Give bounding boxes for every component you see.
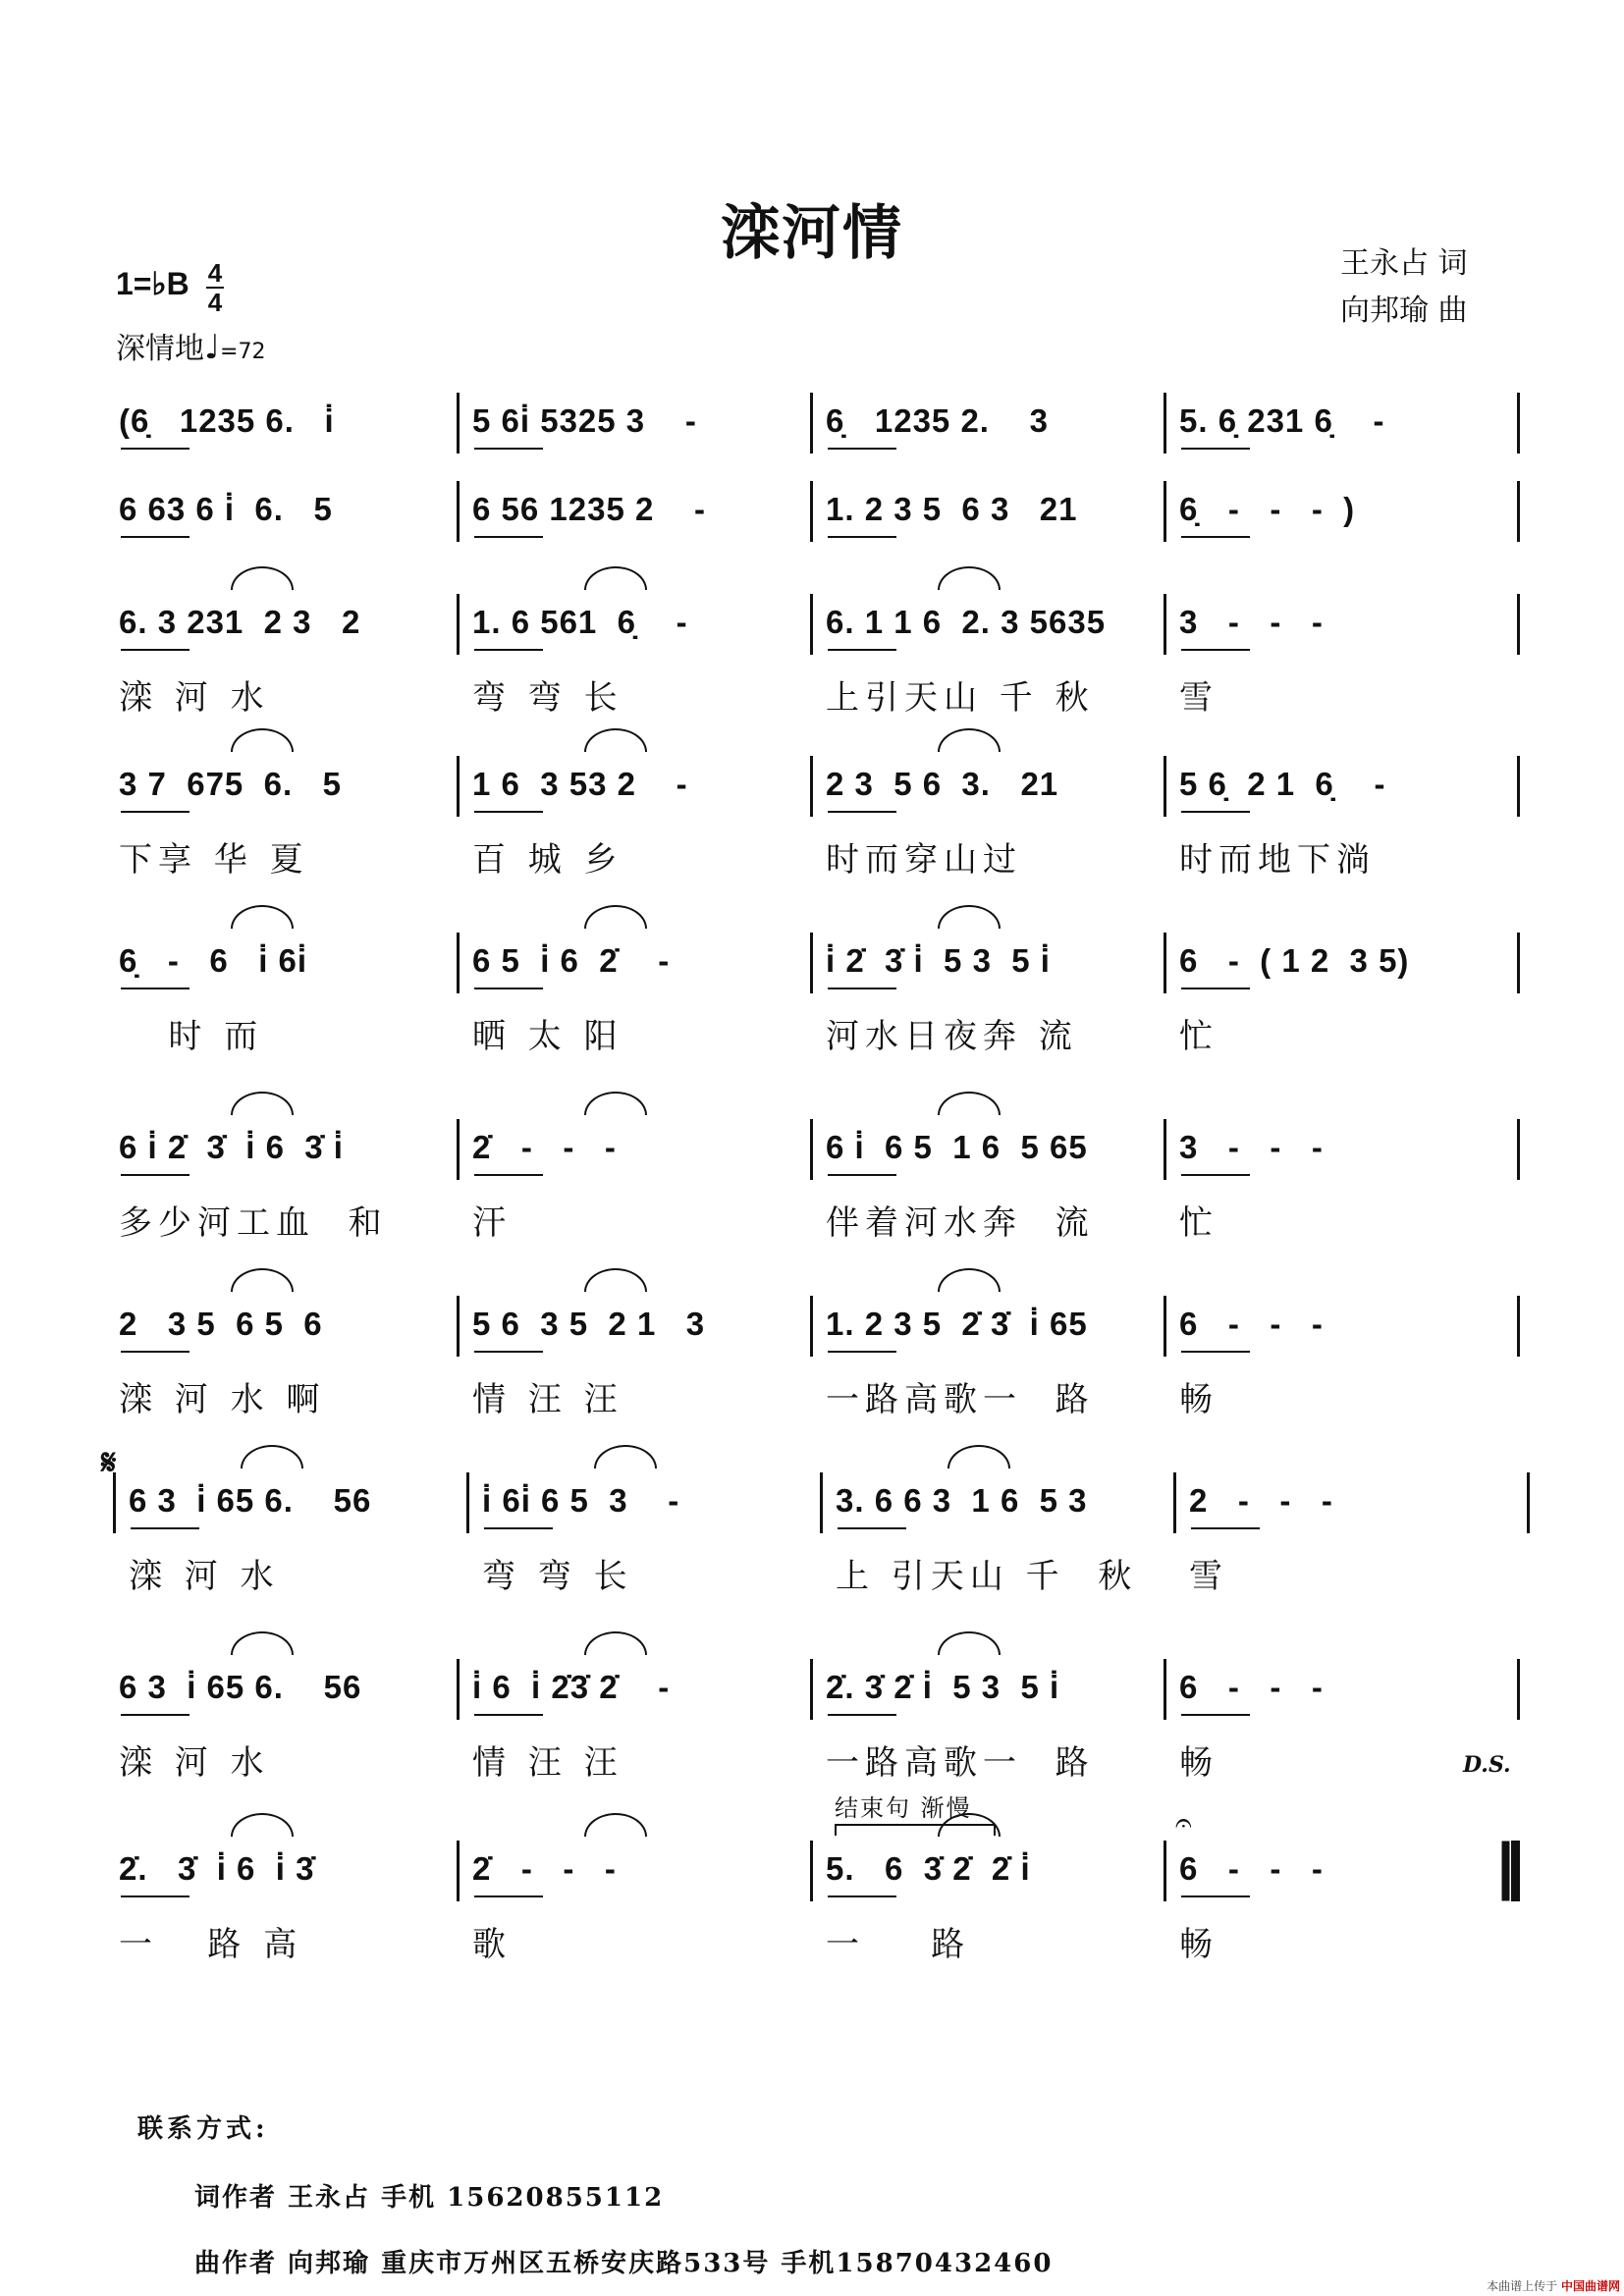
barline (1173, 1472, 1176, 1533)
measure (1183, 1472, 1527, 1541)
barline (1164, 481, 1166, 542)
notation-text: 6 63 6 i̇ 6. 5 (119, 491, 333, 527)
measure (466, 756, 810, 825)
slur-arc (594, 1445, 657, 1468)
beam-underline (121, 1174, 189, 1176)
slur-arc (584, 1631, 647, 1655)
notation-text: 6 i̇ 2̇ 3̇ i̇ 6 3̇ i̇ (119, 1129, 344, 1165)
slur-arc (231, 1813, 294, 1837)
slur-arc (584, 1092, 647, 1115)
barline (820, 1472, 823, 1533)
lyricist-credit: 王永占 词 (1340, 246, 1468, 281)
lyric-line: 情 汪 汪 (472, 1380, 623, 1419)
measure (1173, 756, 1517, 825)
lyric-line: 情 汪 汪 (472, 1743, 623, 1783)
lyric-line: 下享 华 夏 (119, 840, 309, 880)
beam-underline (828, 811, 896, 813)
notation-text: i̇ 6i̇ 6 5 3 - (482, 1482, 680, 1519)
contact-heading: 联系方式: (137, 2114, 269, 2144)
notation-text: 2̇. 3̇ 2̇ i̇ 5 3 5 i̇ (826, 1669, 1060, 1705)
measure (113, 481, 457, 550)
beam-underline (828, 649, 896, 651)
notation-text: 6̣ - 6 i̇ 6i̇ (119, 942, 308, 979)
lyric-line: 伴着河水奔 流 (826, 1203, 1095, 1243)
beam-underline (828, 1714, 896, 1716)
beam-underline (828, 1896, 896, 1897)
barline (457, 1119, 460, 1180)
notation-text: 5 6 3 5 2 1 3 (472, 1306, 706, 1342)
lyricist-contact: 词作者 王永占 手机 15620855112 (194, 2183, 665, 2213)
lyric-line: 一路高歌一 路 (826, 1743, 1095, 1783)
measure (466, 594, 810, 663)
beam-underline (828, 448, 896, 450)
lyric-line: 时 而 (119, 1017, 264, 1056)
lyric-line: 滦 河 水 (119, 1743, 270, 1783)
beam-underline (1181, 1174, 1250, 1176)
beam-underline (1181, 1896, 1250, 1897)
lyric-line: 雪 (1189, 1557, 1228, 1596)
lyric-line: 弯 弯 长 (472, 678, 623, 718)
measure (123, 1472, 466, 1541)
lyric-line: 歌 (472, 1925, 512, 1964)
notation-text: i̇ 2̇ 3̇ i̇ 5 3 5 i̇ (826, 942, 1051, 979)
beam-underline (121, 1896, 189, 1897)
measure (466, 1659, 810, 1728)
measure (113, 1841, 457, 1909)
slur-arc (241, 1445, 303, 1468)
notation-text: 6 3 i̇ 65 6. 56 (119, 1669, 362, 1705)
measure (466, 933, 810, 1001)
barline (457, 933, 460, 993)
beam-underline (474, 1896, 543, 1897)
notation-text: 5. 6̣ 231 6̣ - (1179, 402, 1385, 439)
barline (1164, 594, 1166, 655)
measure (820, 481, 1164, 550)
slur-arc (584, 728, 647, 752)
notation-text: 6 - - - (1179, 1306, 1324, 1342)
barline (1164, 756, 1166, 817)
notation-text: 6 5 i̇ 6 2̇ - (472, 942, 671, 979)
measure (466, 1841, 810, 1909)
barline (457, 481, 460, 542)
lyric-line: 多少河工血 和 (119, 1203, 388, 1243)
notation-text: 6̣ - - - ) (1179, 491, 1356, 527)
beam-underline (121, 1714, 189, 1716)
beam-underline (828, 988, 896, 989)
beam-underline (121, 811, 189, 813)
beam-underline (121, 649, 189, 651)
beam-underline (474, 1714, 543, 1716)
notation-text: 2̇ - - - (472, 1850, 617, 1887)
beam-underline (474, 1174, 543, 1176)
beam-underline (131, 1527, 199, 1529)
lyric-line: 忙 (1179, 1017, 1218, 1056)
barline (1527, 1472, 1530, 1533)
measure (1173, 594, 1517, 663)
lyric-line: 一 路 高 (119, 1925, 303, 1964)
credits (1340, 240, 1468, 335)
notation-text: 6 i̇ 6 5 1 6 5 65 (826, 1129, 1088, 1165)
slur-arc (231, 566, 294, 590)
lyric-line: 时而地下淌 (1179, 840, 1376, 880)
measure (113, 756, 457, 825)
notation-text: (6̣ 1235 6. i̇ (119, 402, 335, 439)
notation-text: 6 - - - (1179, 1669, 1324, 1705)
notation-text: 6. 1 1 6 2. 3 5635 (826, 604, 1107, 640)
ending-bracket (835, 1824, 996, 1836)
beam-underline (474, 536, 543, 538)
barline (1517, 1659, 1520, 1720)
barline (457, 1296, 460, 1357)
notation-text: i̇ 6 i̇ 2̇3̇ 2̇ - (472, 1669, 671, 1705)
notation-text: 2 - - - (1189, 1482, 1333, 1519)
lyric-line: 上 引天山 千 秋 (836, 1557, 1138, 1596)
beam-underline (838, 1527, 906, 1529)
measure (113, 1296, 457, 1364)
tempo-word: 深情地 (116, 332, 204, 366)
slur-arc (584, 1268, 647, 1292)
barline (810, 1296, 813, 1357)
slur-arc (938, 1631, 1001, 1655)
lyric-line: 百 城 乡 (472, 840, 623, 880)
notation-text: 3 - - - (1179, 1129, 1324, 1165)
barline (457, 393, 460, 454)
barline (810, 393, 813, 454)
measure (830, 1472, 1173, 1541)
lyric-line: 忙 (1179, 1203, 1218, 1243)
barline (457, 594, 460, 655)
fermata-icon: 𝄐 (1175, 1806, 1192, 1841)
notation-text: 2̇. 3̇ i̇ 6 i̇ 3̇ (119, 1850, 315, 1887)
lyric-line: 畅 (1179, 1743, 1218, 1783)
time-signature (206, 259, 224, 316)
beam-underline (121, 1351, 189, 1353)
beam-underline (828, 1174, 896, 1176)
barline (466, 1472, 469, 1533)
measure (1173, 1841, 1517, 1909)
slur-arc (938, 1268, 1001, 1292)
measure (113, 1119, 457, 1188)
slur-arc (231, 728, 294, 752)
lyric-line: 滦 河 水 (119, 678, 352, 718)
lyric-line: 畅 (1179, 1380, 1218, 1419)
barline (1164, 1841, 1166, 1901)
measure (820, 1296, 1164, 1364)
notation-text: 1. 2 3 5 6 3 21 (826, 491, 1078, 527)
barline (1164, 1659, 1166, 1720)
beam-underline (474, 649, 543, 651)
beam-underline (121, 536, 189, 538)
slur-arc (938, 728, 1001, 752)
lyric-line: 弯 弯 长 (482, 1557, 633, 1596)
slur-arc (231, 905, 294, 929)
footer-watermark (1487, 2277, 1620, 2294)
beam-underline (1181, 448, 1250, 450)
measure (820, 756, 1164, 825)
ending-marking: 结束句 渐慢 (835, 1794, 972, 1822)
notation-text: 2 3 5 6 3. 21 (826, 766, 1059, 802)
measure (1173, 1659, 1517, 1728)
barline (810, 1841, 813, 1901)
barline (810, 594, 813, 655)
measure (820, 1119, 1164, 1188)
measure (820, 933, 1164, 1001)
measure (1173, 933, 1517, 1001)
lyric-line: 河水日夜奔 流 (826, 1017, 1078, 1056)
beam-underline (1181, 988, 1250, 989)
lyric-line: 晒 太 阳 (472, 1017, 623, 1056)
measure (1173, 1296, 1517, 1364)
composer-credit: 向邦瑜 曲 (1340, 294, 1468, 328)
beam-underline (474, 811, 543, 813)
beam-underline (828, 1351, 896, 1353)
notation-text: 6 56 1235 2 - (472, 491, 706, 527)
notation-text: 3. 6 6 3 1 6 5 3 (836, 1482, 1088, 1519)
barline (1517, 756, 1520, 817)
barline (457, 1659, 460, 1720)
footer-brand: 中国曲谱网 (1560, 2279, 1620, 2293)
segno-sign: 𝄋 (101, 1443, 117, 1483)
notation-text: 6 3 i̇ 65 6. 56 (129, 1482, 372, 1519)
measure (820, 393, 1164, 461)
lyric-line: 滦 河 水 (129, 1557, 280, 1596)
notation-text: 1. 6 561 6̣ - (472, 604, 688, 640)
beam-underline (121, 448, 189, 450)
beam-underline (484, 1527, 553, 1529)
final-barline (1511, 1841, 1520, 1901)
key-signature: 1=♭B (116, 266, 189, 301)
measure (113, 933, 457, 1001)
barline (1517, 481, 1520, 542)
measure (820, 1659, 1164, 1728)
barline (810, 1119, 813, 1180)
barline (810, 1659, 813, 1720)
notation-text: 1. 2 3 5 2̇ 3̇ i̇ 65 (826, 1306, 1088, 1342)
notation-text: 3 7 675 6. 5 (119, 766, 342, 802)
slur-arc (584, 1813, 647, 1837)
measure (466, 1119, 810, 1188)
lyric-line: 时而穿山过 (826, 840, 1022, 880)
notation-text: 2 3 5 6 5 6 (119, 1306, 323, 1342)
measure (820, 594, 1164, 663)
composer-contact: 曲作者 向邦瑜 重庆市万州区五桥安庆路533号 手机15870432460 (194, 2249, 1054, 2278)
time-sig-bottom: 4 (207, 288, 223, 317)
barline (1164, 933, 1166, 993)
barline (1517, 1119, 1520, 1180)
slur-arc (584, 905, 647, 929)
slur-arc (947, 1445, 1010, 1468)
notation-text: 5. 6 3̇ 2̇ 2̇ i̇ (826, 1850, 1031, 1887)
barline (810, 481, 813, 542)
barline (1164, 1119, 1166, 1180)
barline (810, 933, 813, 993)
beam-underline (474, 448, 543, 450)
beam-underline (828, 536, 896, 538)
beam-underline (1181, 649, 1250, 651)
measure (1173, 1119, 1517, 1188)
lyric-line: 滦 河 水 啊 (119, 1380, 326, 1419)
measure (113, 1659, 457, 1728)
lyric-line: 雪 (1179, 678, 1218, 718)
notation-text: 6 - ( 1 2 3 5) (1179, 942, 1410, 979)
notation-text: 2̇ - - - (472, 1129, 617, 1165)
beam-underline (1181, 1351, 1250, 1353)
footer-upload-text: 本曲谱上传于 (1487, 2279, 1558, 2293)
notation-text: 6 - - - (1179, 1850, 1324, 1887)
beam-underline (1191, 1527, 1260, 1529)
slur-arc (231, 1268, 294, 1292)
measure (820, 1841, 1164, 1909)
beam-underline (121, 988, 189, 989)
slur-arc (938, 566, 1001, 590)
barline (1517, 393, 1520, 454)
measure (113, 594, 457, 663)
lyric-line: 汗 (472, 1203, 512, 1243)
notation-text: 1 6 3 53 2 - (472, 766, 688, 802)
beam-underline (474, 1351, 543, 1353)
lyric-line: 畅 (1179, 1925, 1218, 1964)
barline (1164, 393, 1166, 454)
measure (466, 1296, 810, 1364)
notation-text: 5 6i̇ 5325 3 - (472, 402, 697, 439)
ds-marking: D.S. (1463, 1752, 1511, 1778)
song-title: 滦河情 (721, 199, 903, 268)
beam-underline (1181, 1714, 1250, 1716)
notation-text: 6. 3 231 2 3 2 (119, 604, 361, 640)
beam-underline (1181, 811, 1250, 813)
lyric-line: 上引天山 千 秋 (826, 678, 1095, 718)
measure (466, 481, 810, 550)
measure (476, 1472, 820, 1541)
slur-arc (938, 1092, 1001, 1115)
barline (457, 756, 460, 817)
notation-text: 6̣ 1235 2. 3 (826, 402, 1049, 439)
tempo-mm: =72 (220, 340, 266, 364)
barline (1517, 594, 1520, 655)
barline (1517, 1296, 1520, 1357)
slur-arc (231, 1092, 294, 1115)
measure (466, 393, 810, 461)
slur-arc (938, 905, 1001, 929)
slur-arc (584, 566, 647, 590)
lyric-line: 一路高歌一 路 (826, 1380, 1095, 1419)
barline (1164, 1296, 1166, 1357)
lyric-line: 一 路 (826, 1925, 971, 1964)
beam-underline (474, 988, 543, 989)
notation-text: 3 - - - (1179, 604, 1324, 640)
tempo-marking (116, 324, 265, 367)
barline (1517, 933, 1520, 993)
quarter-note-icon: ♩ (204, 328, 221, 367)
measure (113, 393, 457, 461)
beam-underline (1181, 536, 1250, 538)
barline (457, 1841, 460, 1901)
notation-text: 5 6̣ 2 1 6̣ - (1179, 766, 1386, 802)
slur-arc (231, 1631, 294, 1655)
measure (1173, 481, 1517, 550)
measure (1173, 393, 1517, 461)
barline (810, 756, 813, 817)
time-sig-top: 4 (207, 258, 223, 288)
